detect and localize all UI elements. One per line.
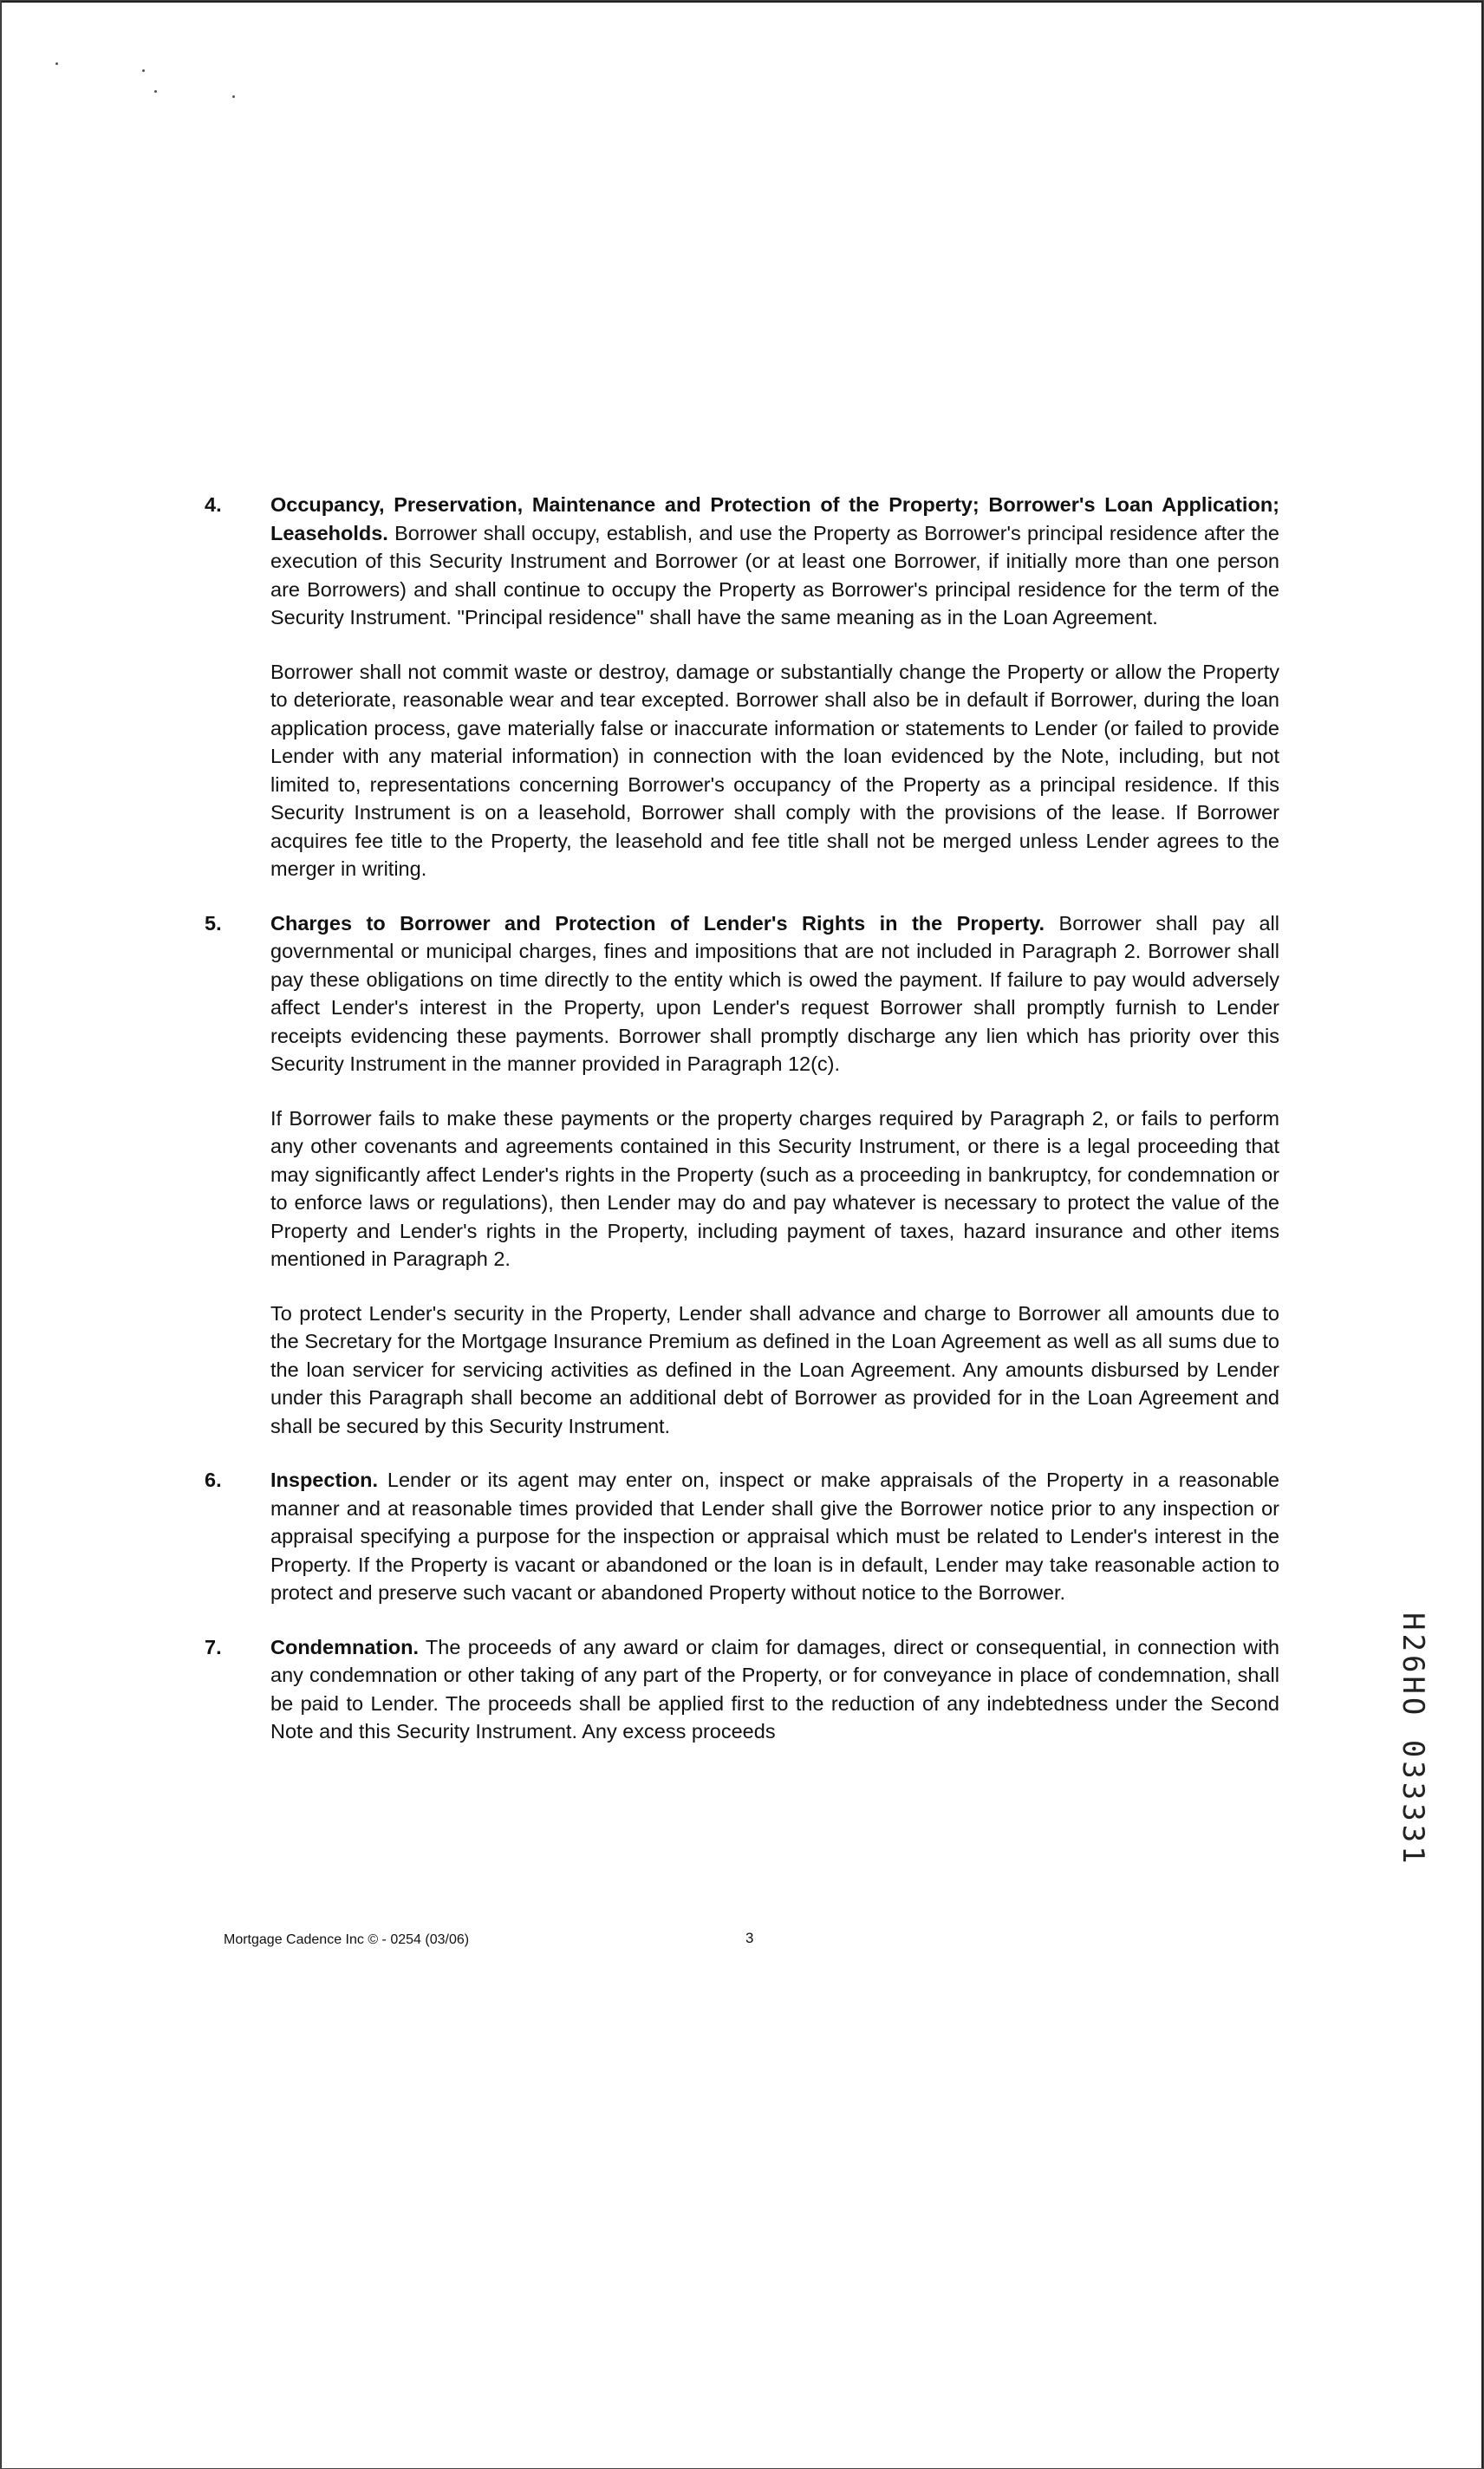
section-heading: Occupancy, Preservation, Maintenance and Protection of the Property; Borrower's Loan Application; Leaseholds. bbox=[270, 493, 1279, 544]
section-heading: Inspection. bbox=[270, 1469, 379, 1491]
section-heading: Condemnation. bbox=[270, 1635, 420, 1658]
paragraph-text: Borrower shall occupy, establish, and use the Property as Borrower's principal residence after the execution of this Security Instrument and Borrower (or at least one Borrower, if initially more than one person are Borrowers) and shall continue to occupy the Property as Borrower's principal residence for the term of the Security Instrument. "Principal residence" shall have the same meaning as in the Loan Agreement. bbox=[270, 521, 1279, 629]
paragraph-text: Borrower shall pay all governmental or municipal charges, fines and impositions that are not included in Paragraph 2. Borrower shall pay these obligations on time directly to the entity which is owed the payment. If failure to pay would adversely affect Lender's interest in the Property, upon Lender's request Borrower shall promptly furnish to Lender receipts evidencing these payments. Borrower shall promptly discharge any lien which has priority over this Security Instrument in the manner provided in Paragraph 12(c). bbox=[270, 911, 1279, 1075]
scan-edge-left bbox=[0, 0, 2, 2469]
paragraph bbox=[270, 658, 1279, 883]
paragraph-text: Lender or its agent may enter on, inspect or make appraisals of the Property in a reasonable manner and at reasonable times provided that Lender shall give the Borrower notice prior to any inspection or appraisal specifying a purpose for the inspection or appraisal which must be related to Lender's interest in the Property. If the Property is vacant or abandoned or the loan is in default, Lender may take reasonable action to protect and preserve such vacant or abandoned Property without notice to the Borrower. bbox=[270, 1469, 1279, 1604]
scan-speck bbox=[55, 62, 58, 65]
section-number: 5. bbox=[205, 911, 222, 935]
scan-edge-top bbox=[0, 0, 1484, 3]
scan-speck bbox=[232, 95, 235, 98]
section-7 bbox=[205, 1633, 1279, 1746]
footer-form-id: Mortgage Cadence Inc © - 0254 (03/06) bbox=[224, 1932, 470, 1947]
paragraph-text: Borrower shall not commit waste or destroy, damage or substantially change the Property or allow the Property to deteriorate, reasonable wear and tear excepted. Borrower shall also be in default if Borrower, during the loan application process, gave materially false or inaccurate information or statements to Lender (or failed to provide Lender with any material information) in connection with the loan evidenced by the Note, including, but not limited to, representations concerning Borrower's occupancy of the Property as a principal residence. If this Security Instrument is on a leasehold, Borrower shall comply with the provisions of the lease. If Borrower acquires fee title to the Property, the leasehold and fee title shall not be merged unless Lender agrees to the merger in writing. bbox=[270, 660, 1279, 880]
document-body bbox=[205, 491, 1279, 1772]
paragraph-text: The proceeds of any award or claim for damages, direct or consequential, in connection with any condemnation or other taking of any part of the Property, or for conveyance in place of condemnation, shall be paid to Lender. The proceeds shall be applied first to the reduction of any indebtedness under the Second Note and this Security Instrument. Any excess proceeds bbox=[270, 1635, 1279, 1743]
section-number: 4. bbox=[205, 493, 222, 516]
scan-speck bbox=[154, 90, 157, 93]
section-5 bbox=[205, 909, 1279, 1441]
paragraph-text: To protect Lender's security in the Property, Lender shall advance and charge to Borrower all amounts due to the Secretary for the Mortgage Insurance Premium as defined in the Loan Agreement as well as all sums due to the loan servicer for servicing activities as defined in the Loan Agreement. Any amounts disbursed by Lender under this Paragraph shall become an additional debt of Borrower as provided for in the Loan Agreement and shall be secured by this Security Instrument. bbox=[270, 1301, 1279, 1437]
paragraph bbox=[270, 1466, 1279, 1607]
paragraph bbox=[270, 1300, 1279, 1441]
paragraph bbox=[270, 491, 1279, 632]
section-4 bbox=[205, 491, 1279, 883]
section-number: 7. bbox=[205, 1635, 222, 1658]
paragraph-text: If Borrower fails to make these payments or the property charges required by Paragraph 2, or fails to perform any other covenants and agreements contained in this Security Instrument, or there is a legal proceeding that may significantly affect Lender's rights in the Property (such as a proceeding in bankruptcy, for condemnation or to enforce laws or regulations), then Lender may do and pay whatever is necessary to protect the value of the Property and Lender's rights in the Property, including payment of taxes, hazard insurance and other items mentioned in Paragraph 2. bbox=[270, 1106, 1279, 1270]
side-stamp: H26HO 033331 bbox=[1396, 1612, 1430, 1867]
section-heading: Charges to Borrower and Protection of Lender's Rights in the Property. bbox=[270, 911, 1045, 935]
section-number: 6. bbox=[205, 1469, 222, 1491]
section-6 bbox=[205, 1466, 1279, 1607]
paragraph bbox=[270, 1633, 1279, 1746]
paragraph bbox=[270, 1104, 1279, 1274]
page-number: 3 bbox=[745, 1930, 754, 1946]
scan-speck bbox=[142, 69, 145, 72]
paragraph bbox=[270, 909, 1279, 1078]
